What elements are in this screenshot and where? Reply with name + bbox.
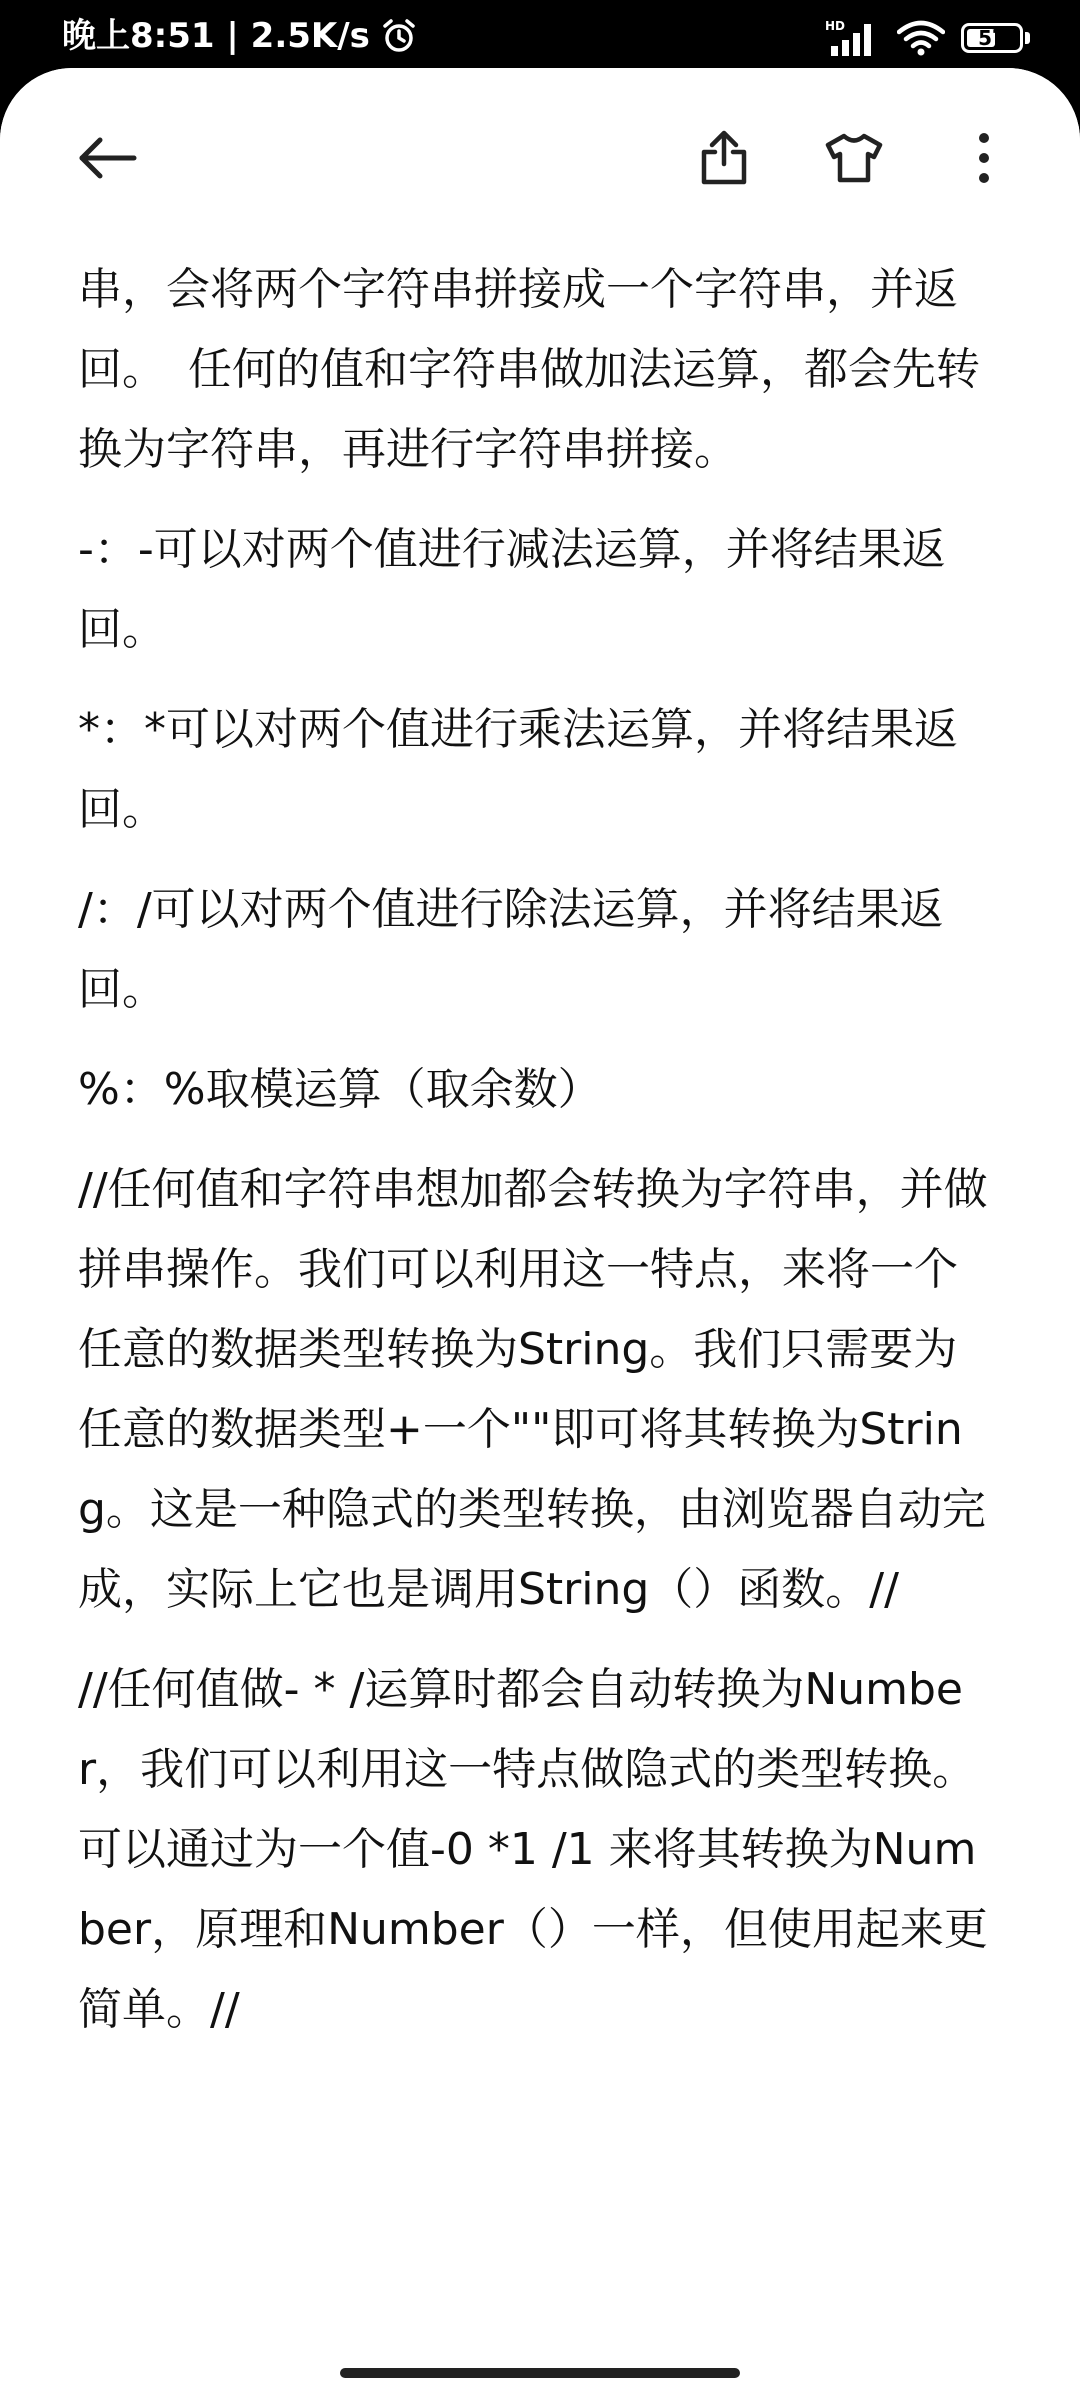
more-button[interactable] bbox=[944, 118, 1024, 198]
battery-indicator bbox=[961, 23, 1030, 53]
home-indicator[interactable] bbox=[340, 2368, 740, 2378]
paragraph-concat: 串，会将两个字符串拼接成一个字符串，并返回。 任何的值和字符串做加法运算，都会先转换为字符串，再进行字符串拼接。 bbox=[78, 264, 980, 475]
paragraph-modulo: %：%取模运算（取余数） bbox=[78, 1064, 602, 1115]
paragraph-subtract: -：-可以对两个值进行减法运算，并将结果返回。 bbox=[78, 524, 946, 655]
alarm-icon bbox=[380, 17, 418, 55]
battery-icon bbox=[961, 23, 1023, 53]
wifi-icon bbox=[897, 20, 945, 56]
status-bar bbox=[0, 0, 1080, 72]
article-content bbox=[78, 226, 998, 2070]
theme-button[interactable] bbox=[814, 118, 894, 198]
paragraph-string-conversion: //任何值和字符串想加都会转换为字符串，并做拼串操作。我们可以利用这一特点，来将一个任意的数据类型转换为String。我们只需要为任意的数据类型+一个""即可将其转换为String。这是一种隐式的类型转换，由浏览器自动完成，实际上它也是调用String（）函数。// bbox=[78, 1164, 988, 1615]
paragraph-multiply: *：*可以对两个值进行乘法运算，并将结果返回。 bbox=[78, 704, 958, 835]
arrow-left-icon bbox=[78, 136, 138, 180]
paragraph-divide: /：/可以对两个值进行除法运算，并将结果返回。 bbox=[78, 884, 944, 1015]
reader-sheet bbox=[0, 68, 1080, 2400]
battery-cap bbox=[1025, 32, 1030, 44]
paragraph-number-conversion: //任何值做- * /运算时都会自动转换为Number，我们可以利用这一特点做隐式的类型转换。可以通过为一个值-0 *1 /1 来将其转换为Number，原理和Number（）一样，但使用起来更简单。// bbox=[78, 1664, 988, 2035]
status-left bbox=[62, 16, 418, 56]
share-icon bbox=[698, 130, 750, 186]
more-vertical-icon bbox=[976, 132, 992, 184]
back-button[interactable] bbox=[68, 118, 148, 198]
status-right bbox=[825, 18, 1030, 58]
signal-icon bbox=[825, 18, 881, 58]
top-toolbar bbox=[0, 68, 1080, 238]
battery-level: 57 bbox=[978, 26, 1006, 50]
share-button[interactable] bbox=[684, 118, 764, 198]
tshirt-icon bbox=[825, 133, 883, 183]
status-time-speed: 晚上8:51 | 2.5K/s bbox=[62, 16, 370, 56]
network-label: HD bbox=[825, 19, 846, 33]
